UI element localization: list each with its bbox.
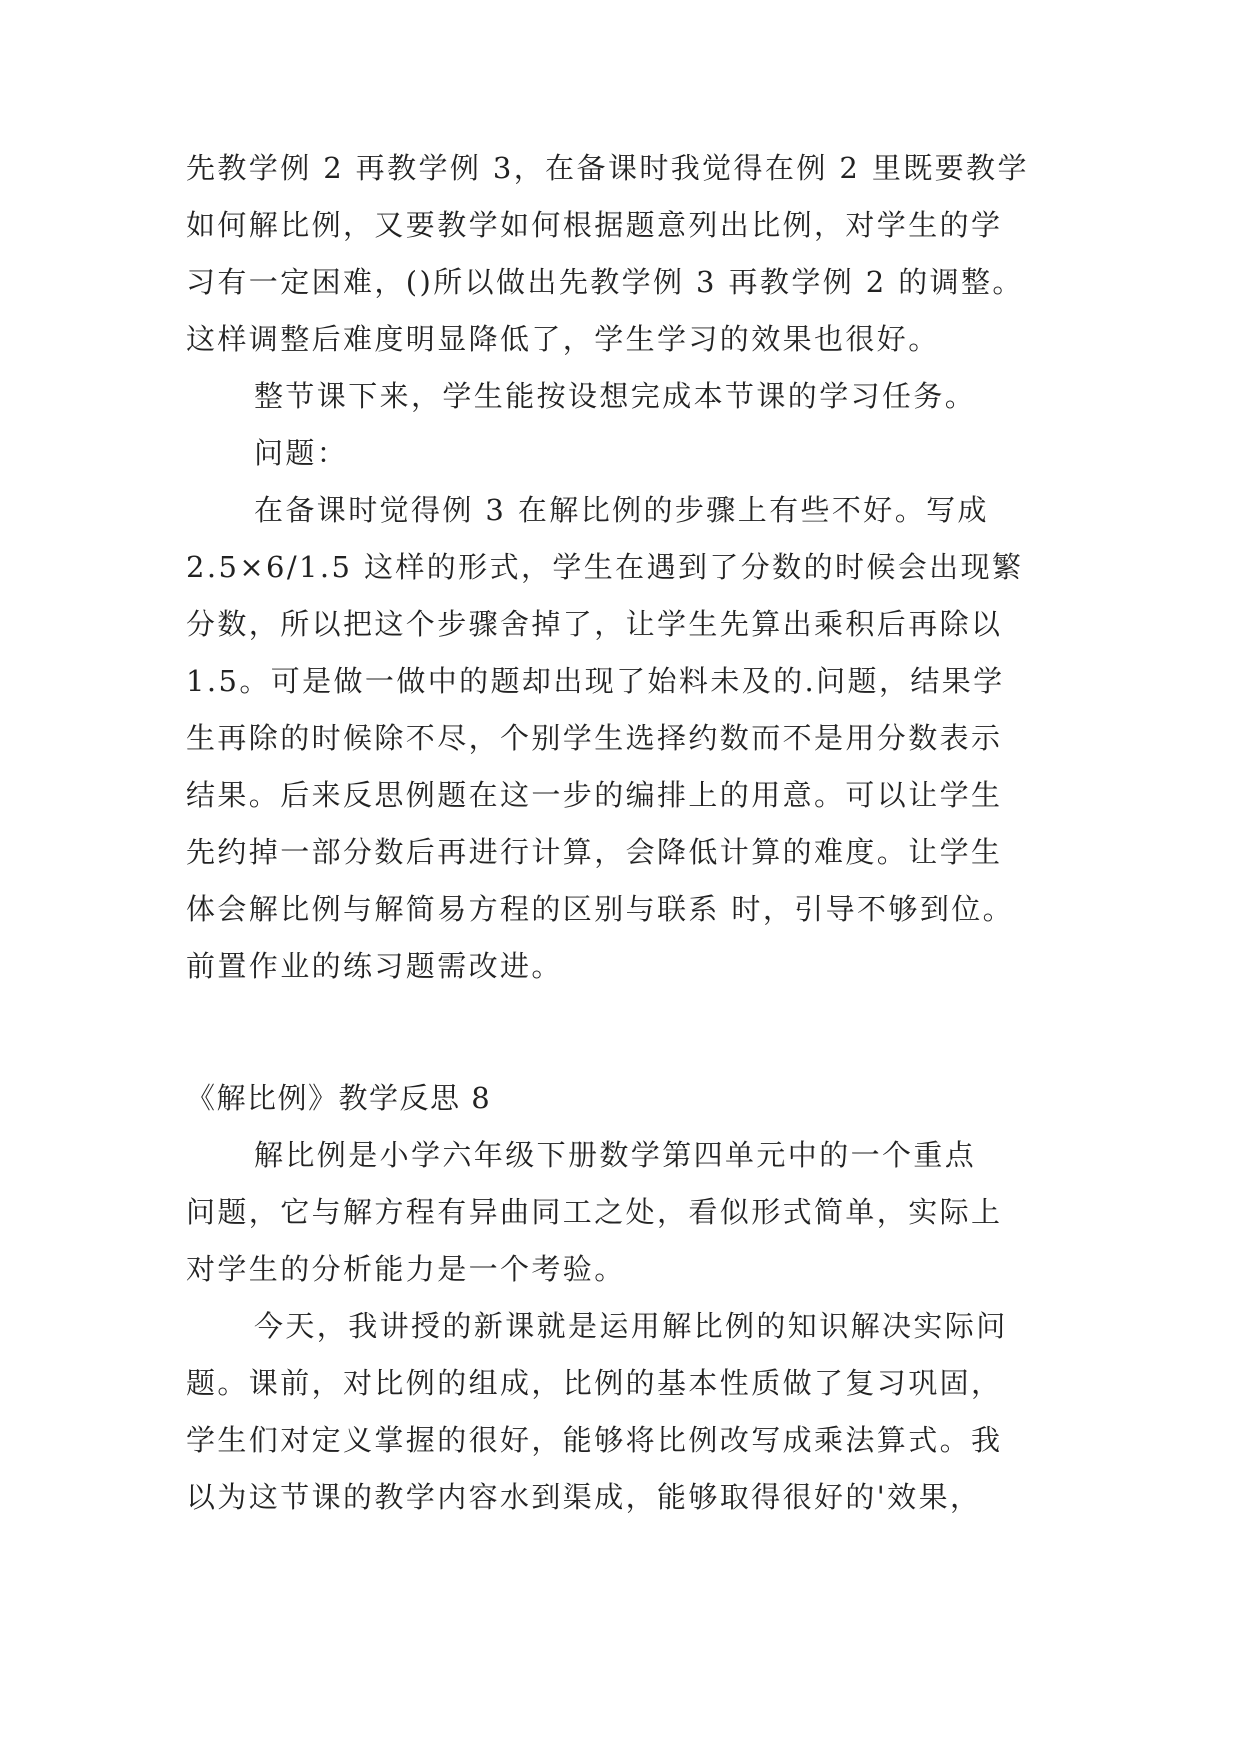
text-line: 生再除的时候除不尽，个别学生选择约数而不是用分数表示 [186, 721, 1003, 755]
text-line: 解比例是小学六年级下册数学第四单元中的一个重点 [254, 1138, 977, 1172]
text-line: 习有一定困难，()所以做出先教学例 3 再教学例 2 的调整。 [186, 265, 1024, 299]
text-line: 体会解比例与解简易方程的区别与联系 时，引导不够到位。 [186, 892, 1015, 926]
text-line: 先教学例 2 再教学例 3，在备课时我觉得在例 2 里既要教学 [186, 151, 1029, 185]
text-line: 问题，它与解方程有异曲同工之处，看似形式简单，实际上 [186, 1195, 1003, 1229]
text-line: 题。课前，对比例的组成，比例的基本性质做了复习巩固， [186, 1366, 1003, 1400]
section-heading: 《解比例》教学反思 8 [186, 1081, 492, 1115]
text-line: 整节课下来，学生能按设想完成本节课的学习任务。 [254, 379, 977, 413]
problem-label: 问题： [254, 436, 349, 470]
text-line: 以为这节课的教学内容水到渠成，能够取得很好的'效果， [186, 1480, 982, 1514]
text-line: 1.5。可是做一做中的题却出现了始料未及的.问题，结果学 [186, 664, 1005, 698]
text-line: 分数，所以把这个步骤舍掉了，让学生先算出乘积后再除以 [186, 607, 1003, 641]
text-line: 前置作业的练习题需改进。 [186, 949, 563, 983]
text-line: 对学生的分析能力是一个考验。 [186, 1252, 626, 1286]
text-line: 如何解比例，又要教学如何根据题意列出比例，对学生的学 [186, 208, 1003, 242]
text-line: 先约掉一部分数后再进行计算，会降低计算的难度。让学生 [186, 835, 1003, 869]
text-line: 学生们对定义掌握的很好，能够将比例改写成乘法算式。我 [186, 1423, 1003, 1457]
text-line: 2.5×6/1.5 这样的形式，学生在遇到了分数的时候会出现繁 [186, 550, 1024, 584]
text-line: 在备课时觉得例 3 在解比例的步骤上有些不好。写成 [254, 493, 989, 527]
text-line: 这样调整后难度明显降低了，学生学习的效果也很好。 [186, 322, 940, 356]
text-line: 结果。后来反思例题在这一步的编排上的用意。可以让学生 [186, 778, 1003, 812]
text-line: 今天，我讲授的新课就是运用解比例的知识解决实际问 [254, 1309, 1008, 1343]
